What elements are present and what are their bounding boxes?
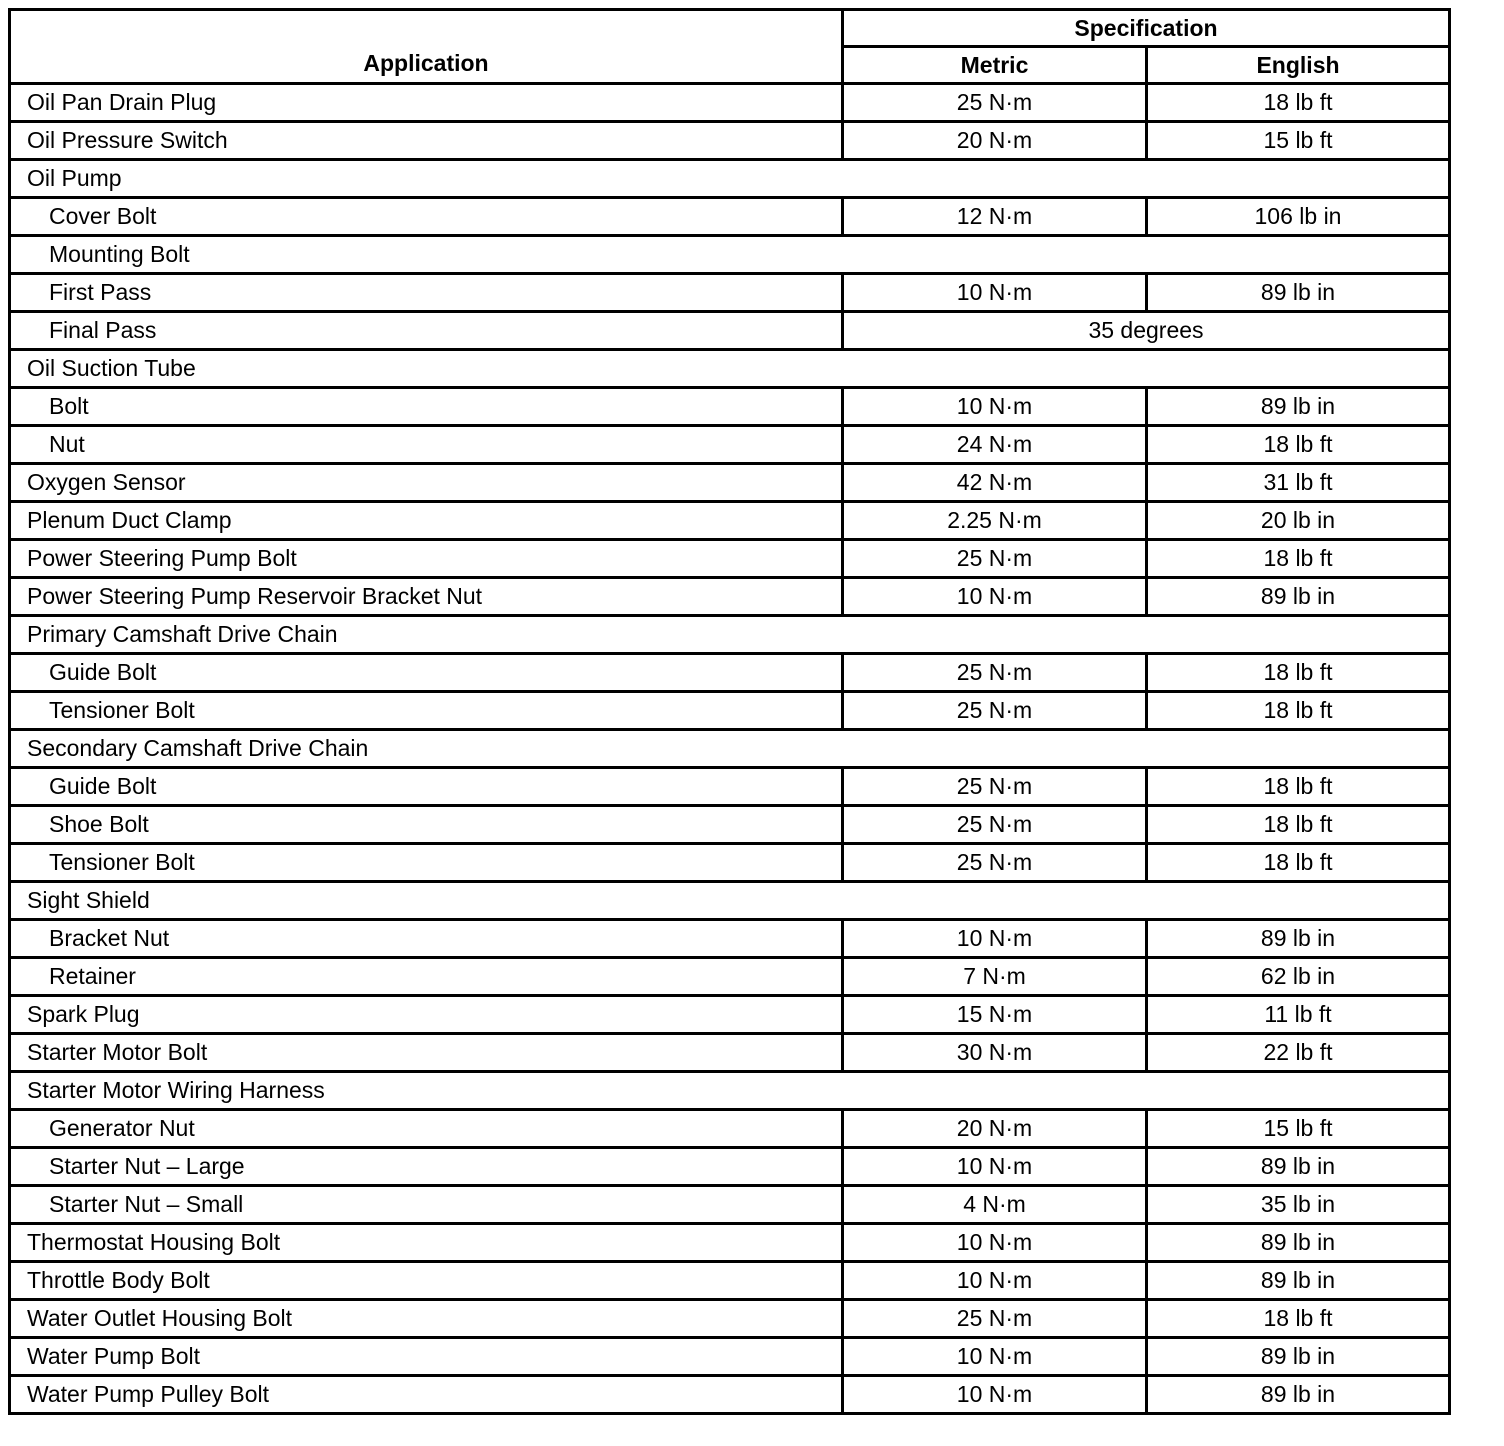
metric-cell: 10 N·m bbox=[843, 1262, 1147, 1300]
english-cell: 89 lb in bbox=[1147, 1338, 1450, 1376]
table-row bbox=[10, 996, 1450, 1034]
table-row bbox=[10, 1110, 1450, 1148]
application-cell: Oil Suction Tube bbox=[10, 350, 1450, 388]
metric-cell: 10 N·m bbox=[843, 920, 1147, 958]
application-cell: Bolt bbox=[10, 388, 843, 426]
application-cell: Thermostat Housing Bolt bbox=[10, 1224, 843, 1262]
metric-cell: 10 N·m bbox=[843, 388, 1147, 426]
metric-cell: 10 N·m bbox=[843, 578, 1147, 616]
english-cell: 89 lb in bbox=[1147, 1148, 1450, 1186]
table-header bbox=[10, 10, 1450, 84]
english-cell: 31 lb ft bbox=[1147, 464, 1450, 502]
table-row bbox=[10, 692, 1450, 730]
english-cell: 18 lb ft bbox=[1147, 692, 1450, 730]
metric-cell: 25 N·m bbox=[843, 768, 1147, 806]
metric-cell: 10 N·m bbox=[843, 1224, 1147, 1262]
table-row bbox=[10, 1148, 1450, 1186]
table-row bbox=[10, 122, 1450, 160]
application-cell: Starter Motor Wiring Harness bbox=[10, 1072, 1450, 1110]
table-row bbox=[10, 540, 1450, 578]
application-cell: Secondary Camshaft Drive Chain bbox=[10, 730, 1450, 768]
table-row-group-heading bbox=[10, 350, 1450, 388]
application-cell: Spark Plug bbox=[10, 996, 843, 1034]
metric-cell: 25 N·m bbox=[843, 540, 1147, 578]
application-header: Application bbox=[10, 10, 843, 84]
table-row bbox=[10, 1300, 1450, 1338]
table-row bbox=[10, 1034, 1450, 1072]
metric-cell: 42 N·m bbox=[843, 464, 1147, 502]
table-body bbox=[10, 84, 1450, 1414]
english-cell: 18 lb ft bbox=[1147, 844, 1450, 882]
english-cell: 15 lb ft bbox=[1147, 1110, 1450, 1148]
metric-cell: 10 N·m bbox=[843, 1148, 1147, 1186]
table-row bbox=[10, 1376, 1450, 1414]
metric-cell: 2.25 N·m bbox=[843, 502, 1147, 540]
application-cell: Starter Nut – Large bbox=[10, 1148, 843, 1186]
table-row bbox=[10, 844, 1450, 882]
table-row bbox=[10, 388, 1450, 426]
application-cell: First Pass bbox=[10, 274, 843, 312]
table-row-group-heading bbox=[10, 160, 1450, 198]
metric-header: Metric bbox=[843, 47, 1147, 84]
metric-cell: 25 N·m bbox=[843, 654, 1147, 692]
application-cell: Retainer bbox=[10, 958, 843, 996]
torque-spec-table bbox=[8, 8, 1451, 1415]
metric-cell: 25 N·m bbox=[843, 806, 1147, 844]
application-cell: Sight Shield bbox=[10, 882, 1450, 920]
metric-cell: 10 N·m bbox=[843, 1376, 1147, 1414]
table-row-group-heading bbox=[10, 882, 1450, 920]
metric-cell: 12 N·m bbox=[843, 198, 1147, 236]
table-row bbox=[10, 1338, 1450, 1376]
application-cell: Starter Motor Bolt bbox=[10, 1034, 843, 1072]
application-cell: Shoe Bolt bbox=[10, 806, 843, 844]
english-cell: 22 lb ft bbox=[1147, 1034, 1450, 1072]
table-row bbox=[10, 502, 1450, 540]
application-cell: Water Outlet Housing Bolt bbox=[10, 1300, 843, 1338]
english-cell: 18 lb ft bbox=[1147, 768, 1450, 806]
table-row-group-heading bbox=[10, 730, 1450, 768]
application-cell: Plenum Duct Clamp bbox=[10, 502, 843, 540]
english-cell: 18 lb ft bbox=[1147, 84, 1450, 122]
application-cell: Throttle Body Bolt bbox=[10, 1262, 843, 1300]
application-cell: Tensioner Bolt bbox=[10, 692, 843, 730]
metric-cell: 30 N·m bbox=[843, 1034, 1147, 1072]
application-cell: Guide Bolt bbox=[10, 768, 843, 806]
application-cell: Nut bbox=[10, 426, 843, 464]
table-row bbox=[10, 312, 1450, 350]
metric-cell: 20 N·m bbox=[843, 122, 1147, 160]
application-cell: Tensioner Bolt bbox=[10, 844, 843, 882]
application-cell: Cover Bolt bbox=[10, 198, 843, 236]
english-cell: 89 lb in bbox=[1147, 1376, 1450, 1414]
table-row bbox=[10, 1224, 1450, 1262]
english-cell: 18 lb ft bbox=[1147, 654, 1450, 692]
english-header: English bbox=[1147, 47, 1450, 84]
metric-cell: 25 N·m bbox=[843, 844, 1147, 882]
application-cell: Starter Nut – Small bbox=[10, 1186, 843, 1224]
application-cell: Bracket Nut bbox=[10, 920, 843, 958]
table-row bbox=[10, 654, 1450, 692]
metric-cell: 25 N·m bbox=[843, 1300, 1147, 1338]
metric-cell: 7 N·m bbox=[843, 958, 1147, 996]
english-cell: 106 lb in bbox=[1147, 198, 1450, 236]
application-cell: Water Pump Bolt bbox=[10, 1338, 843, 1376]
application-cell: Oxygen Sensor bbox=[10, 464, 843, 502]
table-row bbox=[10, 198, 1450, 236]
table-row-group-heading bbox=[10, 616, 1450, 654]
english-cell: 15 lb ft bbox=[1147, 122, 1450, 160]
metric-cell: 25 N·m bbox=[843, 84, 1147, 122]
english-cell: 62 lb in bbox=[1147, 958, 1450, 996]
english-cell: 35 lb in bbox=[1147, 1186, 1450, 1224]
table-row bbox=[10, 426, 1450, 464]
metric-cell: 25 N·m bbox=[843, 692, 1147, 730]
application-cell: Final Pass bbox=[10, 312, 843, 350]
table-row bbox=[10, 84, 1450, 122]
english-cell: 11 lb ft bbox=[1147, 996, 1450, 1034]
application-cell: Generator Nut bbox=[10, 1110, 843, 1148]
application-cell: Guide Bolt bbox=[10, 654, 843, 692]
english-cell: 89 lb in bbox=[1147, 388, 1450, 426]
table-row bbox=[10, 958, 1450, 996]
table-row-group-heading bbox=[10, 1072, 1450, 1110]
english-cell: 89 lb in bbox=[1147, 1224, 1450, 1262]
application-cell: Oil Pump bbox=[10, 160, 1450, 198]
english-cell: 89 lb in bbox=[1147, 920, 1450, 958]
metric-cell: 4 N·m bbox=[843, 1186, 1147, 1224]
application-cell: Power Steering Pump Reservoir Bracket Nut bbox=[10, 578, 843, 616]
english-cell: 89 lb in bbox=[1147, 578, 1450, 616]
metric-cell: 15 N·m bbox=[843, 996, 1147, 1034]
table-row-group-heading bbox=[10, 236, 1450, 274]
english-cell: 89 lb in bbox=[1147, 274, 1450, 312]
application-cell: Mounting Bolt bbox=[10, 236, 1450, 274]
application-cell: Water Pump Pulley Bolt bbox=[10, 1376, 843, 1414]
english-cell: 89 lb in bbox=[1147, 1262, 1450, 1300]
metric-cell: 10 N·m bbox=[843, 1338, 1147, 1376]
metric-cell: 20 N·m bbox=[843, 1110, 1147, 1148]
english-cell: 18 lb ft bbox=[1147, 1300, 1450, 1338]
specification-header: Specification bbox=[843, 10, 1450, 47]
metric-cell: 24 N·m bbox=[843, 426, 1147, 464]
table-row bbox=[10, 1186, 1450, 1224]
application-cell: Oil Pressure Switch bbox=[10, 122, 843, 160]
table-row bbox=[10, 578, 1450, 616]
english-cell: 18 lb ft bbox=[1147, 426, 1450, 464]
header-row-top bbox=[10, 10, 1450, 47]
english-cell: 20 lb in bbox=[1147, 502, 1450, 540]
table-row bbox=[10, 464, 1450, 502]
table-row bbox=[10, 1262, 1450, 1300]
table-row bbox=[10, 806, 1450, 844]
table-row bbox=[10, 274, 1450, 312]
application-cell: Power Steering Pump Bolt bbox=[10, 540, 843, 578]
table-row bbox=[10, 920, 1450, 958]
metric-cell: 10 N·m bbox=[843, 274, 1147, 312]
application-cell: Primary Camshaft Drive Chain bbox=[10, 616, 1450, 654]
english-cell: 18 lb ft bbox=[1147, 806, 1450, 844]
specification-cell: 35 degrees bbox=[843, 312, 1450, 350]
table-row bbox=[10, 768, 1450, 806]
application-cell: Oil Pan Drain Plug bbox=[10, 84, 843, 122]
english-cell: 18 lb ft bbox=[1147, 540, 1450, 578]
